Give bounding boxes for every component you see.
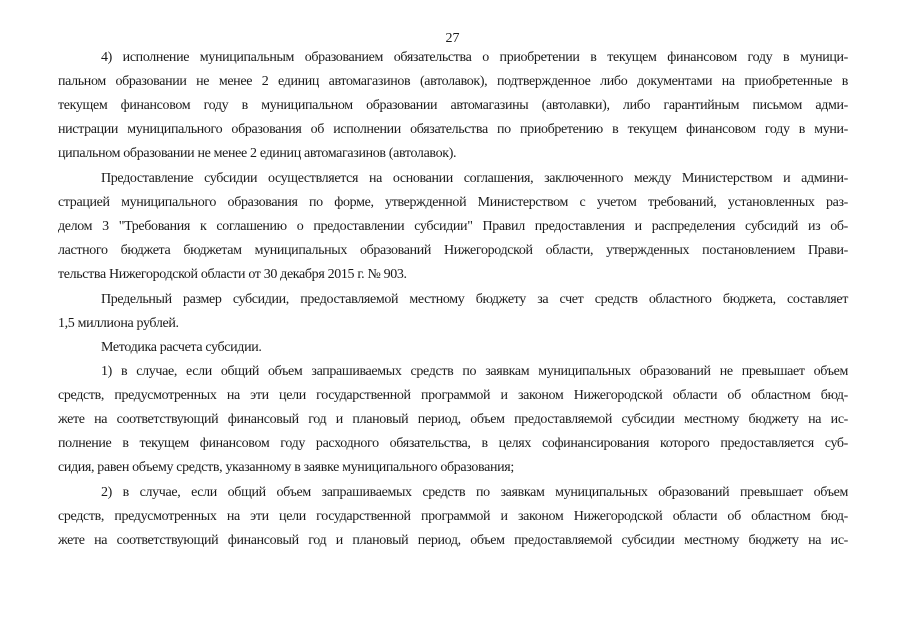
- text-line: нистрации муниципального образования об исполнении обязательства по приобретению в текущем финансовом году в муни-: [58, 122, 848, 137]
- text-line: страцией муниципального образования по форме, утвержденной Министерством с учетом требований, установленных раз-: [58, 195, 848, 210]
- text-line: ципальном образовании не менее 2 единиц автомагазинов (автолавок).: [58, 146, 457, 161]
- text-line: 1,5 миллиона рублей.: [58, 316, 179, 331]
- text-line: полнение в текущем финансовом году расходного обязательства, в целях софинансирования которого предоставляется суб-: [58, 436, 848, 451]
- text-line: делом 3 "Требования к соглашению о предоставлении субсидии" Правил предоставления и распределения субсидий из об-: [58, 219, 848, 234]
- text-line: 2) в случае, если общий объем запрашиваемых средств по заявкам муниципальных образований превышает объем: [101, 485, 848, 500]
- text-line: пальном образовании не менее 2 единиц автомагазинов (автолавок), подтвержденное либо документами на приобретенные в: [58, 74, 848, 89]
- text-line: тельства Нижегородской области от 30 декабря 2015 г. № 903.: [58, 267, 407, 282]
- text-line: средств, предусмотренных на эти цели государственной программой и законом Нижегородской области об областном бюд-: [58, 388, 848, 403]
- text-line: 4) исполнение муниципальным образованием обязательства о приобретении в текущем финансовом году в муници-: [101, 50, 848, 65]
- text-line: Предоставление субсидии осуществляется на основании соглашения, заключенного между Министерством и админи-: [101, 171, 848, 186]
- page-number: 27: [445, 31, 460, 46]
- text-line: жете на соответствующий финансовый год и плановый период, объем предоставляемой субсидии местному бюджету на ис-: [58, 533, 848, 548]
- text-line: 1) в случае, если общий объем запрашиваемых средств по заявкам муниципальных образований не превышает объем: [101, 364, 848, 379]
- text-line: ластного бюджета бюджетам муниципальных образований Нижегородской области, утвержденных постановлением Прави-: [58, 243, 848, 258]
- text-line: текущем финансовом году в муниципальном образовании автомагазины (автолавки), либо гарантийным письмом адми-: [58, 98, 848, 113]
- text-line: Предельный размер субсидии, предоставляемой местному бюджету за счет средств областного бюджета, составляет: [101, 292, 848, 307]
- text-line: средств, предусмотренных на эти цели государственной программой и законом Нижегородской области об областном бюд-: [58, 509, 848, 524]
- text-line: жете на соответствующий финансовый год и плановый период, объем предоставляемой субсидии местному бюджету на ис-: [58, 412, 848, 427]
- text-line: сидия, равен объему средств, указанному в заявке муниципального образования;: [58, 460, 514, 475]
- text-line: Методика расчета субсидии.: [101, 340, 262, 355]
